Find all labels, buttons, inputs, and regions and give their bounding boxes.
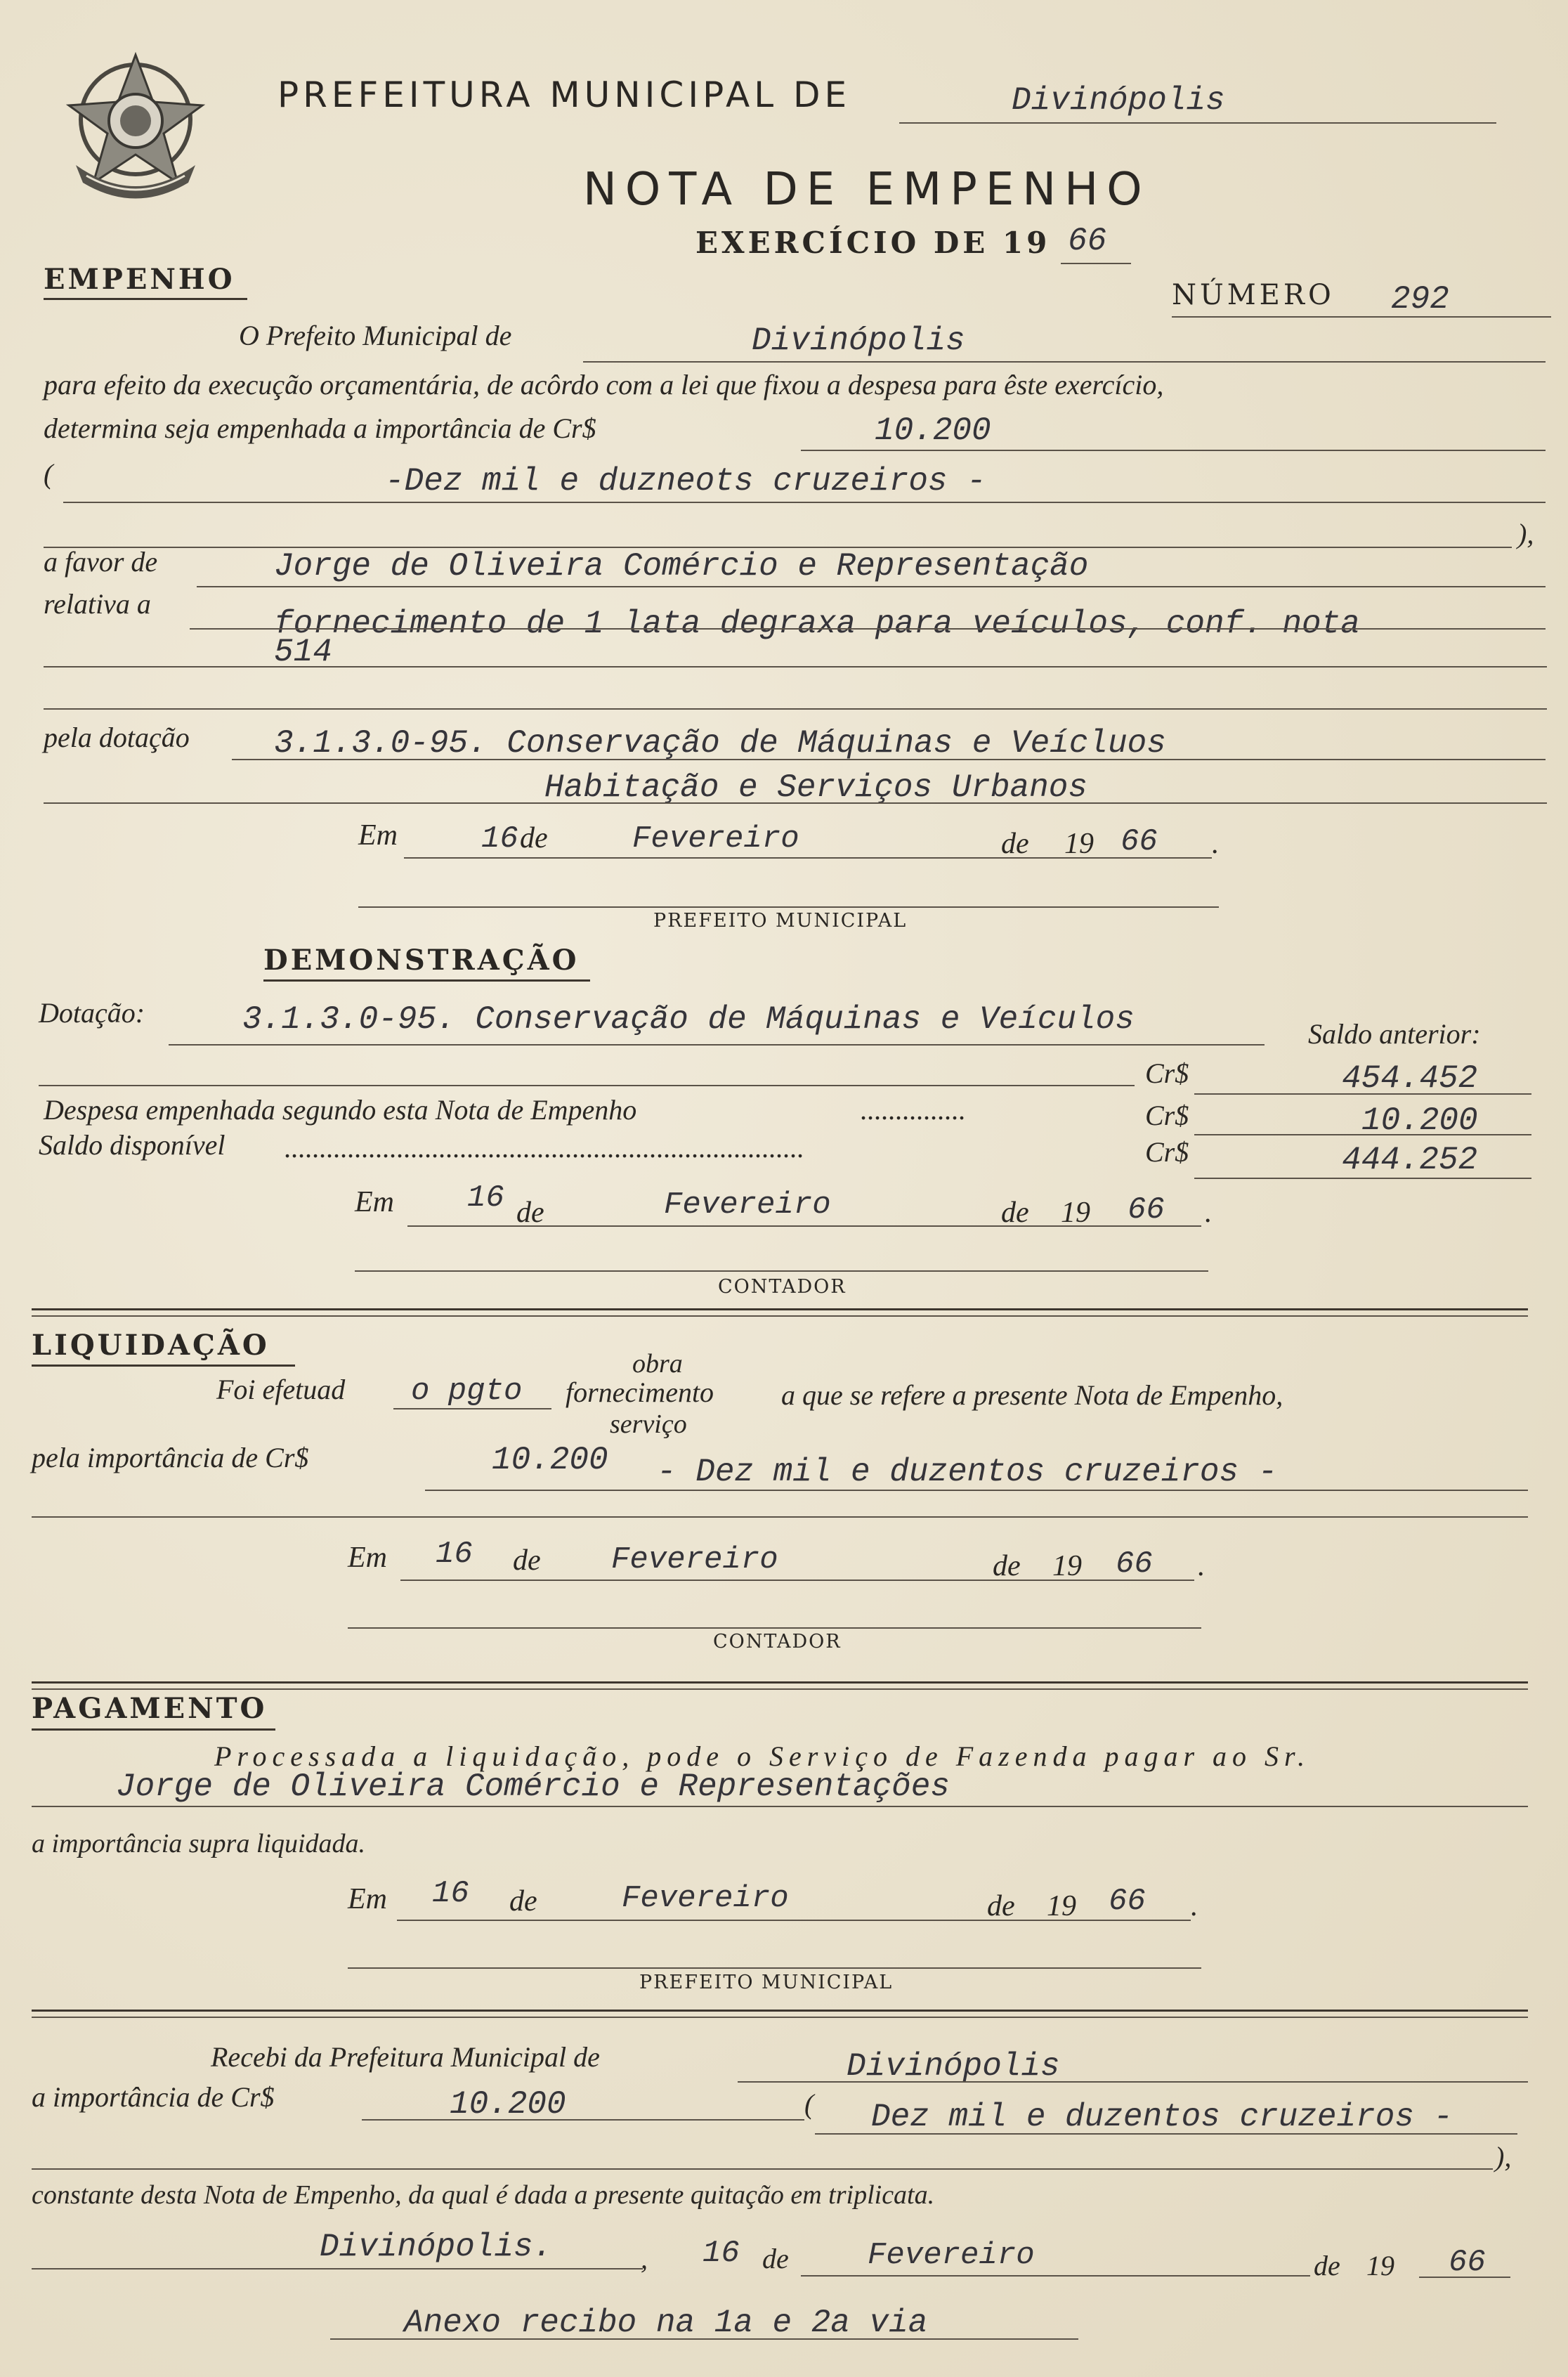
section-demonstracao: DEMONSTRAÇÃO: [263, 944, 580, 977]
recibo-municipio: Divinópolis: [847, 2048, 1060, 2085]
anexo-recibo: Anexo recibo na 1a e 2a via: [404, 2305, 928, 2341]
liq-importancia-value: 10.200: [492, 1442, 608, 1478]
date-dot: .: [1205, 1197, 1213, 1229]
despesa-value: 10.200: [1361, 1102, 1478, 1139]
date-ano: 66: [1121, 824, 1158, 859]
date-dia: 16: [436, 1537, 473, 1572]
date-de: de: [993, 1550, 1021, 1582]
saldo-anterior-label: Saldo anterior:: [1308, 1018, 1481, 1050]
date-dia: 16: [467, 1180, 504, 1216]
currency-symbol: Cr$: [1145, 1136, 1189, 1168]
empenho-text-1: para efeito da execução orçamentária, de acôrdo com a lei que fixou a despesa para êste exercício,: [44, 369, 1164, 400]
exercicio-label: EXERCÍCIO DE 19: [695, 226, 1051, 260]
date-de: de: [987, 1890, 1015, 1922]
date-ano-prefix: 19: [1052, 1550, 1082, 1582]
relativa-value-2: 514: [274, 634, 332, 670]
dotacao-label: pela dotação: [44, 722, 190, 753]
recibo-de1: de: [762, 2243, 789, 2274]
recibo-extenso-value: Dez mil e duzentos cruzeiros -: [871, 2099, 1453, 2135]
pagamento-beneficiario: Jorge de Oliveira Comércio e Representações: [116, 1769, 950, 1805]
recibo-de2: de: [1314, 2250, 1340, 2281]
currency-symbol: Cr$: [1145, 1057, 1189, 1089]
date-em: Em: [355, 1186, 394, 1218]
date-de: de: [513, 1544, 541, 1577]
date-em: Em: [348, 1542, 387, 1574]
date-ano: 66: [1128, 1192, 1165, 1227]
recibo-dia: 16: [703, 2236, 740, 2271]
option-obra: obra: [632, 1349, 683, 1379]
favor-label: a favor de: [44, 546, 158, 578]
liquidacao-text: a que se refere a presente Nota de Empenho,: [781, 1379, 1283, 1411]
paren-close: ),: [1517, 518, 1534, 549]
brazil-coat-of-arms-icon: [55, 42, 216, 211]
prefeito-label: O Prefeito Municipal de: [239, 320, 512, 351]
date-mes: Fevereiro: [632, 821, 799, 857]
section-liquidacao: LIQUIDAÇÃO: [32, 1329, 270, 1362]
date-ano: 66: [1116, 1546, 1153, 1582]
prefeitura-label: PREFEITURA MUNICIPAL DE: [277, 74, 851, 115]
extenso-value: -Dez mil e duzneots cruzeiros -: [385, 463, 986, 500]
favor-value: Jorge de Oliveira Comércio e Representação: [274, 548, 1089, 585]
date-ano-prefix: 19: [1064, 828, 1094, 860]
recibo-mes: Fevereiro: [868, 2238, 1035, 2273]
date-de: de: [520, 822, 548, 854]
quitacao-text: constante desta Nota de Empenho, da qual é dada a presente quitação em triplicata.: [32, 2180, 935, 2210]
date-dot: .: [1198, 1550, 1206, 1582]
option-servico: serviço: [610, 1409, 687, 1439]
date-ano: 66: [1109, 1884, 1146, 1919]
numero-value: 292: [1391, 281, 1449, 318]
relativa-label: relativa a: [44, 588, 151, 620]
date-ano-prefix: 19: [1047, 1890, 1076, 1922]
recibo-ano: 66: [1449, 2245, 1486, 2280]
signature-prefeito: PREFEITO MUNICIPAL: [653, 910, 908, 932]
option-fornecimento: fornecimento: [566, 1376, 714, 1408]
dotacao-value-1: 3.1.3.0-95. Conservação de Máquinas e Veícluos: [274, 725, 1166, 762]
date-dot: .: [1212, 828, 1220, 860]
saldo-disponivel-label: Saldo disponível: [39, 1129, 226, 1161]
recibo-importancia-value: 10.200: [450, 2086, 566, 2123]
currency-symbol: Cr$: [1145, 1100, 1189, 1131]
paren-open: (: [44, 458, 53, 490]
dem-dotacao-value: 3.1.3.0-95. Conservação de Máquinas e Veículos: [242, 1001, 1135, 1038]
date-em: Em: [358, 819, 398, 852]
dem-dotacao-label: Dotação:: [39, 997, 145, 1029]
liq-importancia-label: pela importância de Cr$: [32, 1442, 309, 1473]
relativa-value-1: fornecimento de 1 lata degraxa para veículos, conf. nota: [274, 606, 1360, 642]
efetuad-value: o pgto: [411, 1374, 523, 1409]
date-dia: 16: [481, 821, 518, 857]
signature-prefeito-pagamento: PREFEITO MUNICIPAL: [639, 1972, 894, 1993]
efetuad-label: Foi efetuad: [216, 1374, 346, 1405]
date-mes: Fevereiro: [664, 1187, 831, 1223]
section-empenho: EMPENHO: [44, 263, 235, 296]
dotacao-value-2: Habitação e Serviços Urbanos: [544, 769, 1087, 806]
date-mes: Fevereiro: [611, 1542, 778, 1577]
leader-dots: ...............: [861, 1094, 966, 1126]
despesa-label: Despesa empenhada segundo esta Nota de Empenho: [44, 1094, 637, 1126]
date-ano-prefix: 19: [1061, 1197, 1090, 1229]
section-pagamento: PAGAMENTO: [32, 1692, 268, 1725]
municipio-header: Divinópolis: [1012, 82, 1225, 119]
prefeito-municipio: Divinópolis: [752, 323, 965, 359]
leader-dots: ..........................................................................: [285, 1132, 804, 1164]
recibo-paren-close: ),: [1495, 2141, 1512, 2173]
date-de: de: [1001, 1197, 1029, 1229]
date-de: de: [516, 1197, 544, 1229]
date-em: Em: [348, 1883, 387, 1915]
pagamento-text-3: a importância supra liquidada.: [32, 1829, 366, 1858]
recibo-local: Divinópolis.: [320, 2229, 553, 2265]
date-de: de: [1001, 828, 1029, 860]
empenho-text-2: determina seja empenhada a importância de Cr$: [44, 412, 596, 444]
date-dia: 16: [432, 1876, 469, 1911]
recibo-ano-prefix: 19: [1366, 2250, 1394, 2281]
numero-label: NÚMERO: [1172, 279, 1335, 311]
date-mes: Fevereiro: [622, 1881, 789, 1916]
recibo-paren-open: (: [804, 2088, 814, 2120]
exercicio-ano: 66: [1068, 223, 1107, 259]
liq-extenso-value: - Dez mil e duzentos cruzeiros -: [657, 1454, 1278, 1490]
date-dot: .: [1191, 1890, 1198, 1922]
saldo-anterior-value: 454.452: [1342, 1060, 1478, 1097]
page-title: NOTA DE EMPENHO: [583, 164, 1151, 216]
signature-contador: CONTADOR: [718, 1276, 847, 1298]
recibo-comma: ,: [641, 2243, 648, 2274]
pagamento-text-1: Processada a liquidação, pode o Serviço de Fazenda pagar ao Sr.: [214, 1740, 1311, 1772]
importancia-value: 10.200: [875, 412, 991, 449]
recebi-label: Recebi da Prefeitura Municipal de: [211, 2041, 600, 2073]
recibo-importancia-label: a importância de Cr$: [32, 2081, 275, 2113]
saldo-disponivel-value: 444.252: [1342, 1142, 1478, 1178]
date-de: de: [509, 1885, 537, 1917]
signature-contador-liquidacao: CONTADOR: [713, 1631, 842, 1653]
